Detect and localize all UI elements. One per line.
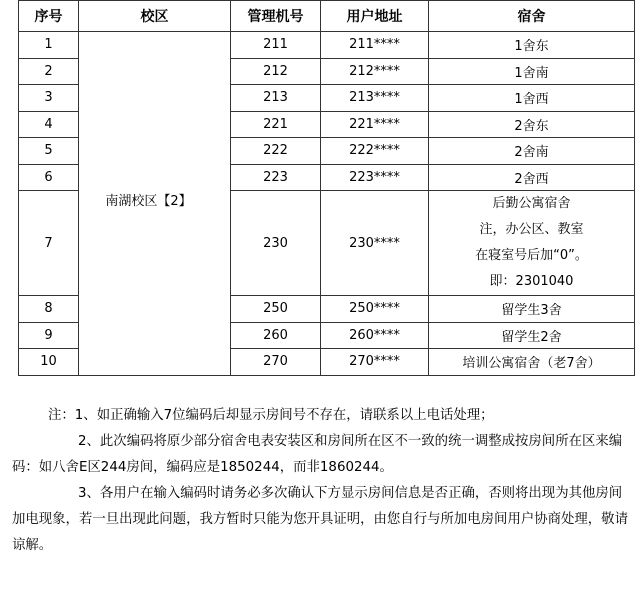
cell-seq: 5: [19, 138, 79, 165]
dorm-code-table: [18, 0, 635, 376]
cell-dorm: 2舍西: [429, 164, 635, 191]
cell-dorm: 留学生3舍: [429, 296, 635, 323]
cell-seq: 4: [19, 111, 79, 138]
campus-name: 南湖校区【2】: [105, 194, 192, 209]
header-seq: 序号: [19, 1, 79, 32]
dorm-note-line: 在寝室号后加“0”。: [475, 248, 588, 263]
cell-dorm: 2舍东: [429, 111, 635, 138]
cell-seq: 6: [19, 164, 79, 191]
cell-dorm: [429, 191, 635, 296]
dorm-note-line: 后勤公寓宿舍: [492, 196, 571, 211]
cell-dorm: 1舍东: [429, 32, 635, 59]
cell-user-addr: 270****: [321, 349, 429, 376]
cell-manage-no: 213: [231, 85, 321, 112]
cell-user-addr: 221****: [321, 111, 429, 138]
cell-dorm: 培训公寓宿舍（老7舍）: [429, 349, 635, 376]
cell-user-addr: 250****: [321, 296, 429, 323]
cell-dorm: 1舍南: [429, 58, 635, 85]
cell-manage-no: 270: [231, 349, 321, 376]
cell-manage-no: 212: [231, 58, 321, 85]
cell-campus: [79, 32, 231, 376]
cell-user-addr: 223****: [321, 164, 429, 191]
dorm-note-line: 即：2301040: [489, 274, 574, 289]
cell-manage-no: 250: [231, 296, 321, 323]
cell-seq: 9: [19, 322, 79, 349]
cell-manage-no: 211: [231, 32, 321, 59]
note-1: 注：1、如正确输入7位编码后却显示房间号不存在，请联系以上电话处理；: [48, 408, 494, 423]
cell-manage-no: 223: [231, 164, 321, 191]
header-dorm: 宿舍: [429, 1, 635, 32]
cell-manage-no: 260: [231, 322, 321, 349]
dorm-note-line: 注，办公区、教室: [479, 222, 584, 237]
cell-seq: 1: [19, 32, 79, 59]
cell-manage-no: 221: [231, 111, 321, 138]
cell-dorm: 1舍西: [429, 85, 635, 112]
cell-seq: 3: [19, 85, 79, 112]
notes-section: [12, 403, 628, 559]
cell-manage-no: 222: [231, 138, 321, 165]
cell-user-addr: 222****: [321, 138, 429, 165]
cell-seq: 2: [19, 58, 79, 85]
cell-dorm: 留学生2舍: [429, 322, 635, 349]
cell-user-addr: 213****: [321, 85, 429, 112]
cell-manage-no: 230: [231, 191, 321, 296]
cell-user-addr: 260****: [321, 322, 429, 349]
cell-seq: 7: [19, 191, 79, 296]
header-manage-no: 管理机号: [231, 1, 321, 32]
header-user-addr: 用户地址: [321, 1, 429, 32]
cell-dorm: 2舍南: [429, 138, 635, 165]
note-3: 3、各用户在输入编码时请务必多次确认下方显示房间信息是否正确，否则将出现为其他房间加电现象，若一旦出现此问题，我方暂时只能为您开具证明，由您自行与所加电房间用户协商处理，敬请谅解。: [12, 486, 628, 553]
cell-seq: 8: [19, 296, 79, 323]
cell-seq: 10: [19, 349, 79, 376]
note-2: 2、此次编码将原少部分宿舍电表安装区和房间所在区不一致的统一调整成按房间所在区来编码：如八舍E区244房间，编码应是1850244，而非1860244。: [12, 434, 623, 475]
cell-user-addr: 230****: [321, 191, 429, 296]
table-row: [19, 32, 635, 59]
dorm-note-block: [429, 191, 634, 295]
table-header-row: [19, 1, 635, 32]
header-campus: 校区: [79, 1, 231, 32]
cell-user-addr: 212****: [321, 58, 429, 85]
cell-user-addr: 211****: [321, 32, 429, 59]
